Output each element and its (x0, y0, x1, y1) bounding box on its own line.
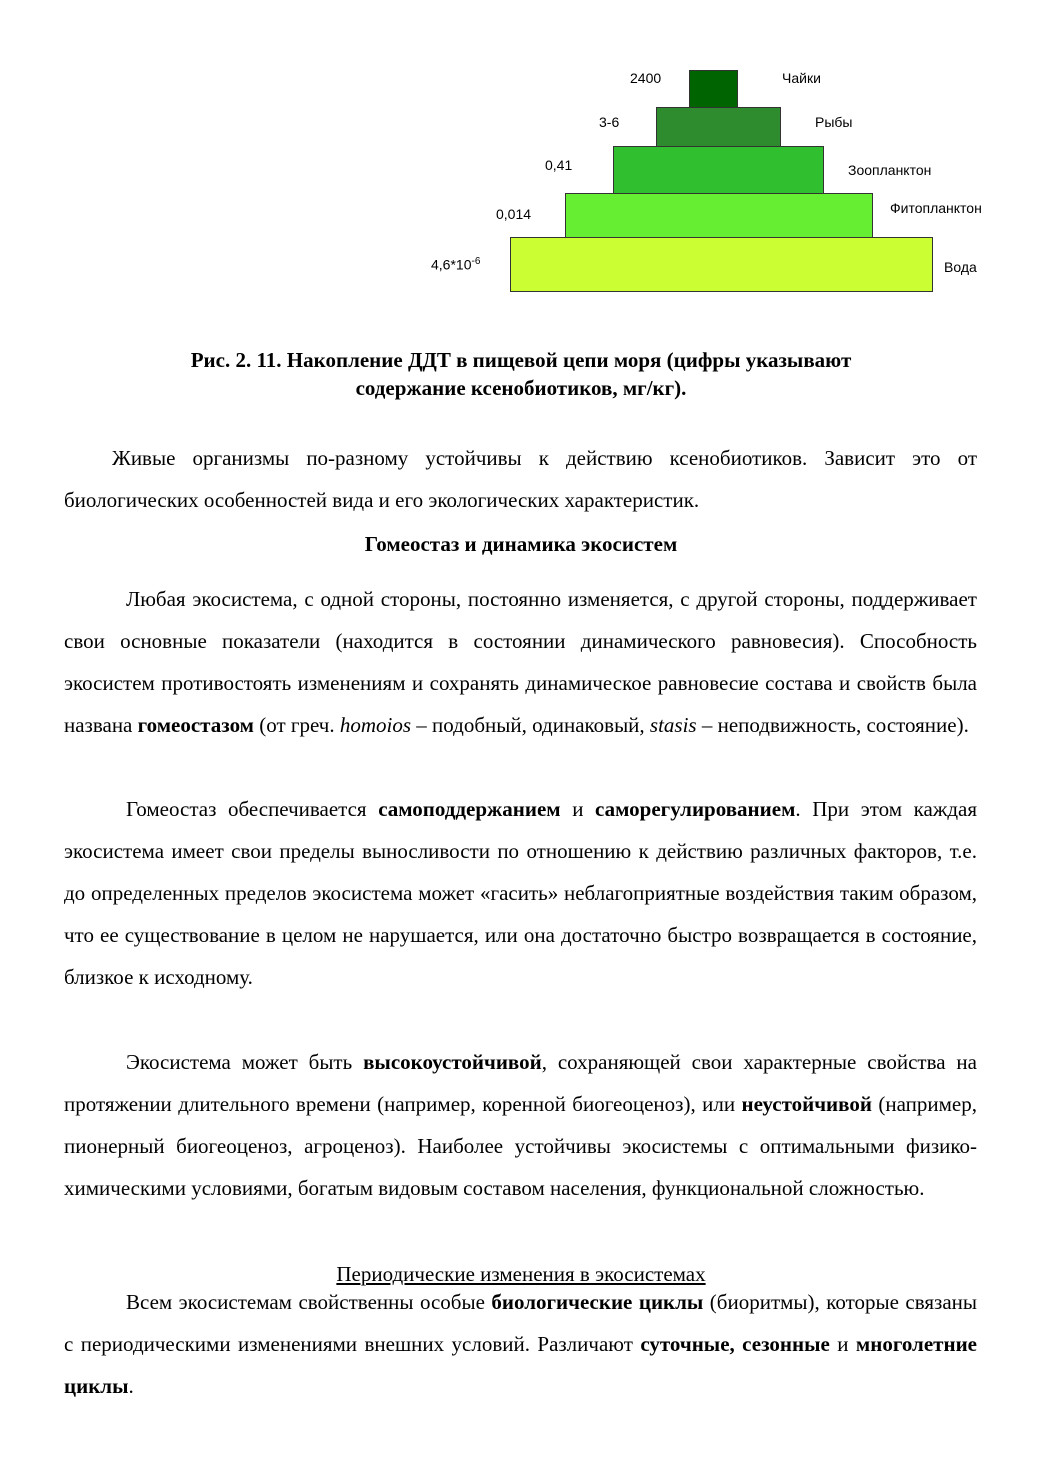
tier-phytoplankton-value: 0,014 (496, 206, 532, 222)
paragraph-ecosystem-stability (64, 1041, 977, 1209)
term-homeostasis: гомеостазом (137, 713, 254, 737)
ddt-pyramid-figure (0, 0, 1039, 310)
tier-zooplankton-value: 0,41 (545, 157, 573, 173)
term-highly-stable: высокоустойчивой (363, 1050, 542, 1074)
tier-phytoplankton-label: Фитопланктон (890, 200, 982, 216)
text: (от греч. (253, 713, 340, 737)
tier-water-value-exp: -6 (471, 256, 481, 267)
text: (например, пионерный биогеоценоз, агроценоз). Наиболее устойчивы экосистемы с оптимальными физико-химическими условиями, богатым видовым составом населения, функциональной сложностью. (64, 1092, 977, 1200)
tier-fish (656, 107, 781, 147)
tier-gulls-label: Чайки (782, 70, 821, 86)
text: Экосистема может быть (126, 1050, 364, 1074)
figure-caption-line1: Рис. 2. 11. Накопление ДДТ в пищевой цепи моря (цифры указывают (190, 348, 852, 372)
term-biological-cycles: биологические циклы (491, 1290, 704, 1314)
tier-phytoplankton (565, 193, 873, 239)
text: (биоритмы), которые связаны с периодическими изменениями внешних условий. Различают (64, 1290, 977, 1356)
tier-zooplankton-label: Зоопланктон (848, 162, 932, 178)
tier-water (510, 237, 933, 292)
text: Гомеостаз обеспечивается (126, 797, 379, 821)
tier-fish-label: Рыбы (815, 114, 853, 130)
tier-gulls (689, 70, 738, 108)
figure-caption-line2: содержание ксенобиотиков, мг/кг). (355, 376, 687, 400)
text: . (128, 1374, 134, 1398)
term-homoios: homoios (339, 713, 412, 737)
tier-water-value-base: 4,6*10 (431, 256, 472, 273)
term-daily-seasonal: суточные, сезонные (640, 1332, 830, 1356)
tier-water-label: Вода (944, 259, 977, 275)
tier-water-value (431, 256, 480, 273)
figure-caption (64, 346, 978, 402)
text: . При этом каждая экосистема имеет свои пределы выносливости по отношению к действию различных факторов, т.е. до определенных пределов экосистема может «гасить» неблагоприятные воздействия таким образом, что ее существование в целом не нарушается, или она достаточно быстро возвращается в состояние, близкое к исходному. (64, 797, 977, 989)
term-unstable: неустойчивой (741, 1092, 872, 1116)
term-stasis: , stasis (639, 713, 697, 737)
text: и (829, 1332, 856, 1356)
tier-fish-value: 3-6 (599, 114, 620, 130)
tier-gulls-value: 2400 (630, 70, 662, 86)
paragraph-homeostasis-definition (64, 578, 977, 746)
term-self-regulation: саморегулированием (595, 797, 796, 821)
text: , сохраняющей свои характерные свойства на протяжении длительного времени (например, коренной биогеоценоз), или (64, 1050, 977, 1116)
section-heading-periodic-changes: Периодические изменения в экосистемах (336, 1262, 706, 1286)
paragraph-homeostasis-mechanisms (64, 788, 977, 998)
tier-zooplankton (613, 146, 824, 194)
term-multiyear-cycles: многолетние циклы (64, 1332, 977, 1398)
text: и (560, 797, 596, 821)
paragraph-biological-cycles (64, 1281, 977, 1407)
term-self-maintenance: самоподдержанием (378, 797, 561, 821)
text: Всем экосистемам свойственны особые (126, 1290, 492, 1314)
paragraph-xenobiotics: Живые организмы по-разному устойчивы к действию ксенобиотиков. Зависит это от биологических особенностей вида и его экологических характеристик. (64, 446, 977, 512)
section-heading-homeostasis: Гомеостаз и динамика экосистем (364, 532, 678, 556)
text: – неподвижность, состояние). (696, 713, 969, 737)
text: Любая экосистема, с одной стороны, постоянно изменяется, с другой стороны, поддерживает свои основные показатели (находится в состоянии динамического равновесия). Способность экосистем противостоять изменениям и сохранять динамическое равновесие состава и свойств была названа (64, 587, 977, 737)
text: – подобный, одинаковый (411, 713, 640, 737)
